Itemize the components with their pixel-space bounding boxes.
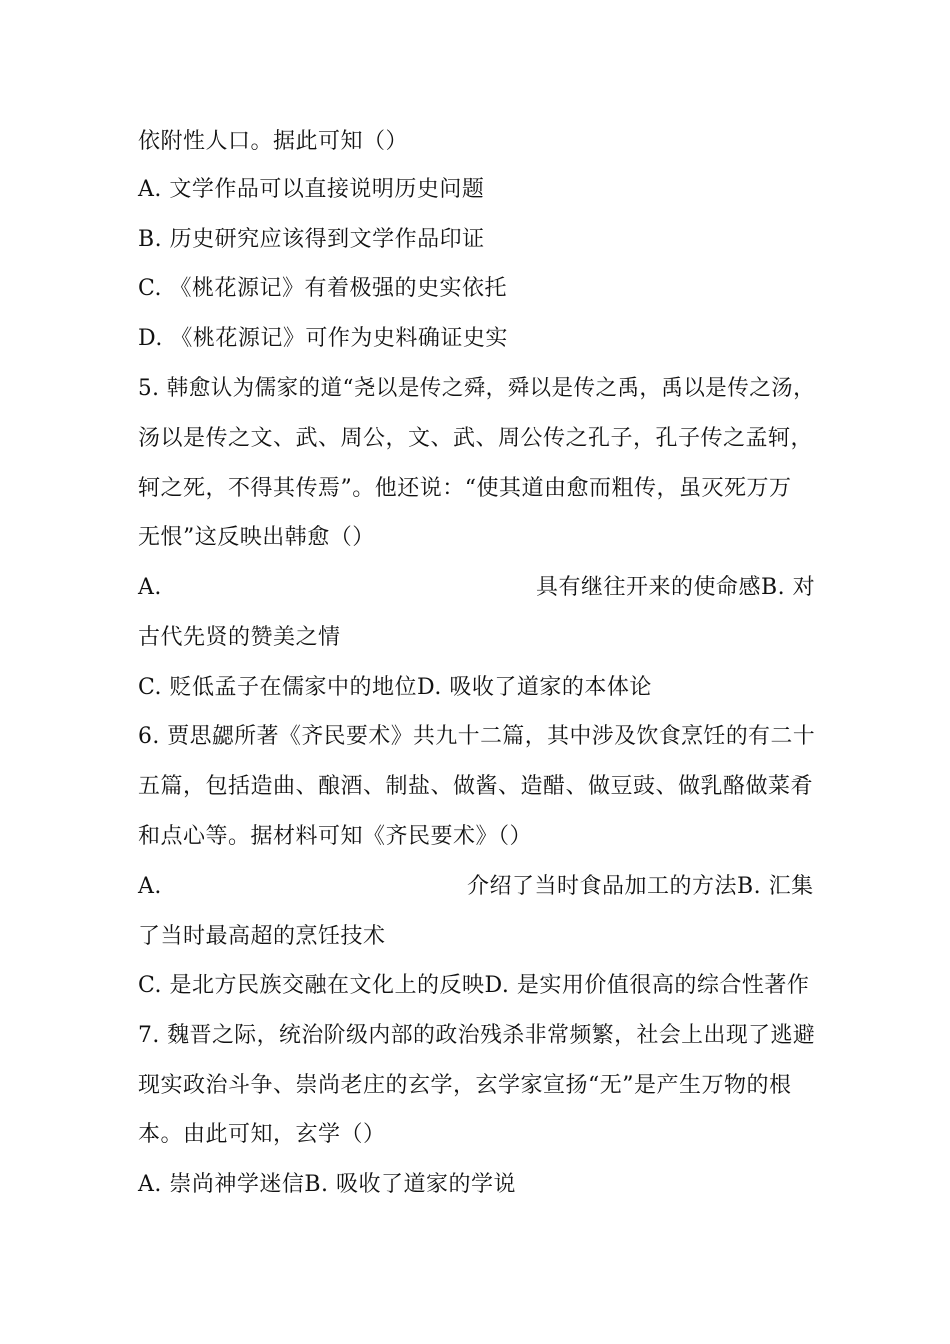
question-7-text: 本。由此可知，玄学（） <box>138 1122 386 1147</box>
question-6-text: 6. 贾思勰所著《齐民要术》共九十二篇，其中涉及饮食烹饪的有二十 <box>138 724 816 749</box>
question-5-text: 5. 韩愈认为儒家的道“尧以是传之舜，舜以是传之禹，禹以是传之汤， <box>138 376 816 401</box>
option-c: C. 《桃花源记》有着极强的史实依托 <box>138 276 508 301</box>
option-a: A. 文学作品可以直接说明历史问题 <box>138 177 485 202</box>
option-a-label: A. <box>138 874 162 899</box>
option-a-text: 具有继往开来的使命感B. 对 <box>536 575 816 600</box>
option-c-d: C. 贬低孟子在儒家中的地位D. 吸收了道家的本体论 <box>138 675 652 700</box>
question-7-text: 7. 魏晋之际，统治阶级内部的政治残杀非常频繁，社会上出现了逃避 <box>138 1023 816 1048</box>
option-a-text: 介绍了当时食品加工的方法B. 汇集 <box>467 874 814 899</box>
text-line: 依附性人口。据此可知（） <box>138 129 409 154</box>
question-5-text: 轲之死，不得其传焉”。他还说：“使其道由愈而粗传，虽灭死万万 <box>138 476 792 501</box>
question-6-text: 和点心等。据材料可知《齐民要术》（） <box>138 824 533 849</box>
option-d: D. 《桃花源记》可作为史料确证史实 <box>138 326 508 351</box>
question-5-text: 无恨”这反映出韩愈（） <box>138 525 375 550</box>
option-a-b: A. 崇尚神学迷信B. 吸收了道家的学说 <box>138 1172 517 1197</box>
question-7-text: 现实政治斗争、崇尚老庄的玄学，玄学家宣扬“无”是产生万物的根 <box>138 1073 792 1098</box>
question-5-text: 汤以是传之文、武、周公，文、武、周公传之孔子，孔子传之孟轲， <box>138 426 814 451</box>
question-6-text: 五篇，包括造曲、酿酒、制盐、做酱、造醋、做豆豉、做乳酪做菜肴 <box>138 774 814 799</box>
option-b-continued: 了当时最高超的烹饪技术 <box>138 924 386 949</box>
option-a-label: A. <box>138 575 162 600</box>
option-b-continued: 古代先贤的赞美之情 <box>138 625 341 650</box>
option-b: B. 历史研究应该得到文学作品印证 <box>138 227 485 252</box>
option-c-d: C. 是北方民族交融在文化上的反映D. 是实用价值很高的综合性著作 <box>138 973 810 998</box>
